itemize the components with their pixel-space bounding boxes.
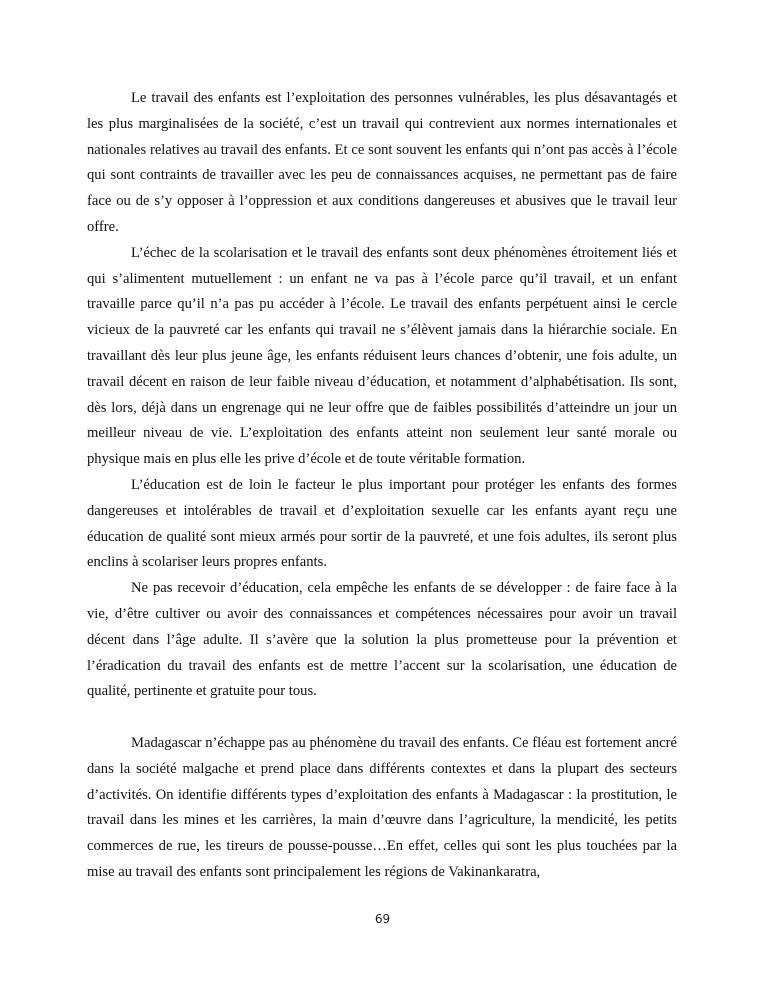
page-number: 69 <box>374 912 391 926</box>
paragraph-gap <box>87 705 677 731</box>
paragraph-4: Ne pas recevoir d’éducation, cela empêche les enfants de se développer : de faire face à la vie, d’être cultiver ou avoir des connaissances et compétences nécessaires pour avoir un travail décent dans l’âge adulte. Il s’avère que la solution la plus prometteuse pour la prévention et l’éradication du travail des enfants est de mettre l’accent sur la scolarisation, une éducation de qualité, pertinente et gratuite pour tous. <box>87 580 677 700</box>
paragraph-2: L’échec de la scolarisation et le travail des enfants sont deux phénomènes étroitement liés et qui s’alimentent mutuellement : un enfant ne va pas à l’école parce qu’il travail, et un enfant travaille parce qu’il n’a pas pu accéder à l’école. Le travail des enfants perpétuent ainsi le cercle vicieux de la pauvreté car les enfants qui travail ne s’élèvent jamais dans la hiérarchie sociale. En travaillant dès leur plus jeune âge, les enfants réduisent leurs chances d’obtenir, une fois adulte, un travail décent en raison de leur faible niveau d’éducation, et notamment d’alphabétisation. Ils sont, dès lors, déjà dans un engrenage qui ne leur offre que de faibles possibilités d’atteindre un jour un meilleur niveau de vie. L’exploitation des enfants atteint non seulement leur santé morale ou physique mais en plus elle les prive d’école et de toute véritable formation. <box>87 244 677 468</box>
document-body <box>87 86 677 886</box>
paragraph-1: Le travail des enfants est l’exploitation des personnes vulnérables, les plus désavantagés et les plus marginalisées de la société, c’est un travail qui contrevient aux normes internationales et nationales relatives au travail des enfants. Et ce sont souvent les enfants qui n’ont pas accès à l’école qui sont contraints de travailler avec les peu de connaissances acquises, ne permettant pas de faire face ou de s’y opposer à l’oppression et aux conditions dangereuses et abusives que le travail leur offre. <box>87 90 677 235</box>
paragraph-5: Madagascar n’échappe pas au phénomène du travail des enfants. Ce fléau est fortement ancré dans la société malgache et prend place dans différents contextes et dans la plupart des secteurs d’activités. On identifie différents types d’exploitation des enfants à Madagascar : la prostitution, le travail dans les mines et les carrières, la main d’œuvre dans l’agriculture, la mendicité, les petits commerces de rue, les tireurs de pousse-pousse…En effet, celles qui sont les plus touchées par la mise au travail des enfants sont principalement les régions de Vakinankaratra, <box>87 734 677 880</box>
paragraph-3: L’éducation est de loin le facteur le plus important pour protéger les enfants des formes dangereuses et intolérables de travail et d’exploitation sexuelle car les enfants ayant reçu une éducation de qualité sont mieux armés pour sortir de la pauvreté, et une fois adultes, ils seront plus enclins à scolariser leurs propres enfants. <box>87 476 677 571</box>
